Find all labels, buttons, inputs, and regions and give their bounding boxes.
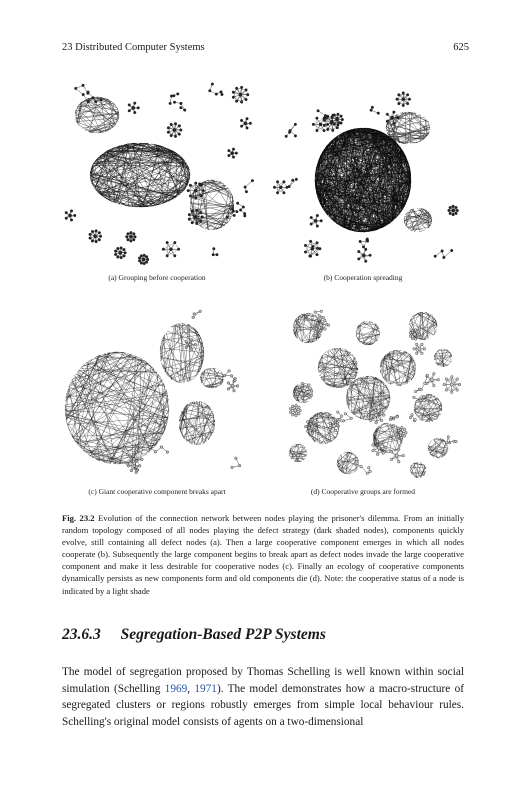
section-title: Segregation-Based P2P Systems	[120, 626, 326, 643]
node-cluster	[409, 312, 437, 340]
node-cluster	[410, 462, 426, 478]
node-cluster	[318, 348, 358, 388]
citation-link-1969[interactable]: 1969	[164, 682, 188, 695]
node-chain	[173, 101, 186, 111]
figure-panel-c	[62, 298, 257, 483]
body-text-part2: ). The model demonstrates how a macro-structure of segregated clusters or regions robustly emerges from simple local behaviour rules. Schelling's original model consists of agents on a two-dimensional	[62, 682, 464, 728]
network-graph-d	[268, 298, 463, 483]
node-chain	[212, 247, 218, 256]
node-cluster	[125, 231, 136, 242]
node-cluster	[188, 209, 204, 225]
node-chain	[74, 84, 89, 103]
node-cluster	[289, 404, 301, 416]
citation-separator: ,	[187, 682, 195, 695]
node-chain	[231, 457, 241, 469]
node-chain	[359, 238, 369, 248]
node-cluster	[128, 102, 140, 114]
body-text-part1: The model of segregation proposed by Thomas Schelling is well known within social simulation (Schelling	[62, 666, 464, 695]
node-cluster	[138, 254, 149, 265]
node-cluster	[434, 349, 452, 367]
subcaption-d: (d) Cooperative groups are formed	[310, 487, 416, 496]
node-cluster	[413, 343, 426, 355]
node-cluster	[310, 214, 323, 227]
node-cluster	[289, 444, 307, 462]
node-cluster	[448, 205, 459, 216]
node-chain	[192, 310, 202, 319]
node-chain	[244, 179, 254, 193]
figure-label: Fig. 23.2	[62, 513, 95, 523]
network-graph-a	[62, 80, 257, 270]
network-graph-c	[62, 298, 257, 483]
node-cluster	[227, 380, 239, 392]
node-cluster	[315, 128, 411, 232]
chapter-title: 23 Distributed Computer Systems	[62, 42, 205, 53]
node-cluster	[167, 122, 182, 137]
subcaption-c: (c) Giant cooperative component breaks apart	[88, 487, 226, 496]
node-chain	[288, 178, 298, 188]
node-cluster	[160, 323, 204, 383]
node-chain	[370, 106, 380, 114]
node-cluster	[179, 401, 215, 445]
network-graph-b	[268, 80, 463, 270]
node-cluster	[395, 426, 407, 439]
subcaption-a: (a) Grouping before cooperation	[108, 273, 206, 282]
node-chain	[208, 83, 223, 96]
section-number: 23.6.3	[62, 626, 101, 643]
node-chain	[387, 367, 397, 373]
node-cluster	[187, 182, 205, 200]
node-chain	[434, 249, 453, 259]
node-cluster	[232, 86, 249, 103]
node-cluster	[346, 376, 390, 420]
figure-caption	[62, 512, 464, 597]
node-cluster	[313, 317, 328, 332]
figure-panel-b	[268, 80, 463, 270]
node-cluster	[293, 313, 323, 343]
section-heading	[62, 626, 326, 644]
node-cluster	[200, 368, 224, 388]
node-cluster	[114, 247, 126, 259]
node-cluster	[428, 438, 448, 458]
figure-caption-text: Evolution of the connection network between nodes playing the prisoner's dilemma. From an initially random topology composed of all nodes playing the defect strategy (dark shaded nodes), components quickly evolve, still containing all defect nodes (a). Then a large cooperative component emerges in which all nodes cooperate (b). Subsequently the large component begins to break apart as defect nodes invade the large cooperative component and make it less desirable for cooperative nodes (c). Finally an ecology of cooperative components dynamically persists as new components form and old components die (d). Note: the cooperative status of a node is indicated by a light shade	[62, 513, 464, 596]
node-chain	[409, 413, 416, 422]
node-cluster	[185, 338, 197, 350]
node-chain	[336, 412, 353, 424]
node-chain	[223, 370, 236, 382]
node-cluster	[390, 448, 404, 463]
node-cluster	[273, 181, 288, 195]
node-chain	[445, 436, 457, 445]
node-cluster	[89, 230, 102, 243]
running-header	[62, 42, 469, 56]
node-cluster	[65, 352, 169, 464]
node-cluster	[304, 419, 320, 435]
subcaption-b: (b) Cooperation spreading	[323, 273, 403, 282]
node-chain	[389, 415, 399, 421]
node-cluster	[414, 394, 442, 422]
figure-panel-d	[268, 298, 463, 483]
node-cluster	[162, 241, 180, 257]
node-cluster	[65, 210, 76, 222]
node-cluster	[240, 117, 251, 129]
citation-link-1971[interactable]: 1971	[194, 682, 217, 695]
body-paragraph	[62, 664, 464, 730]
figure-panel-a	[62, 80, 257, 270]
node-chain	[285, 123, 297, 138]
node-cluster	[443, 376, 461, 394]
node-cluster	[75, 97, 119, 133]
node-cluster	[90, 143, 190, 207]
node-cluster	[367, 406, 385, 424]
node-cluster	[396, 92, 411, 107]
node-cluster	[380, 350, 416, 386]
page-number: 625	[453, 42, 469, 53]
node-cluster	[228, 148, 238, 158]
node-cluster	[404, 208, 432, 232]
node-cluster	[304, 240, 321, 257]
node-cluster	[357, 248, 371, 262]
node-cluster	[356, 321, 380, 345]
node-chain	[236, 202, 246, 217]
